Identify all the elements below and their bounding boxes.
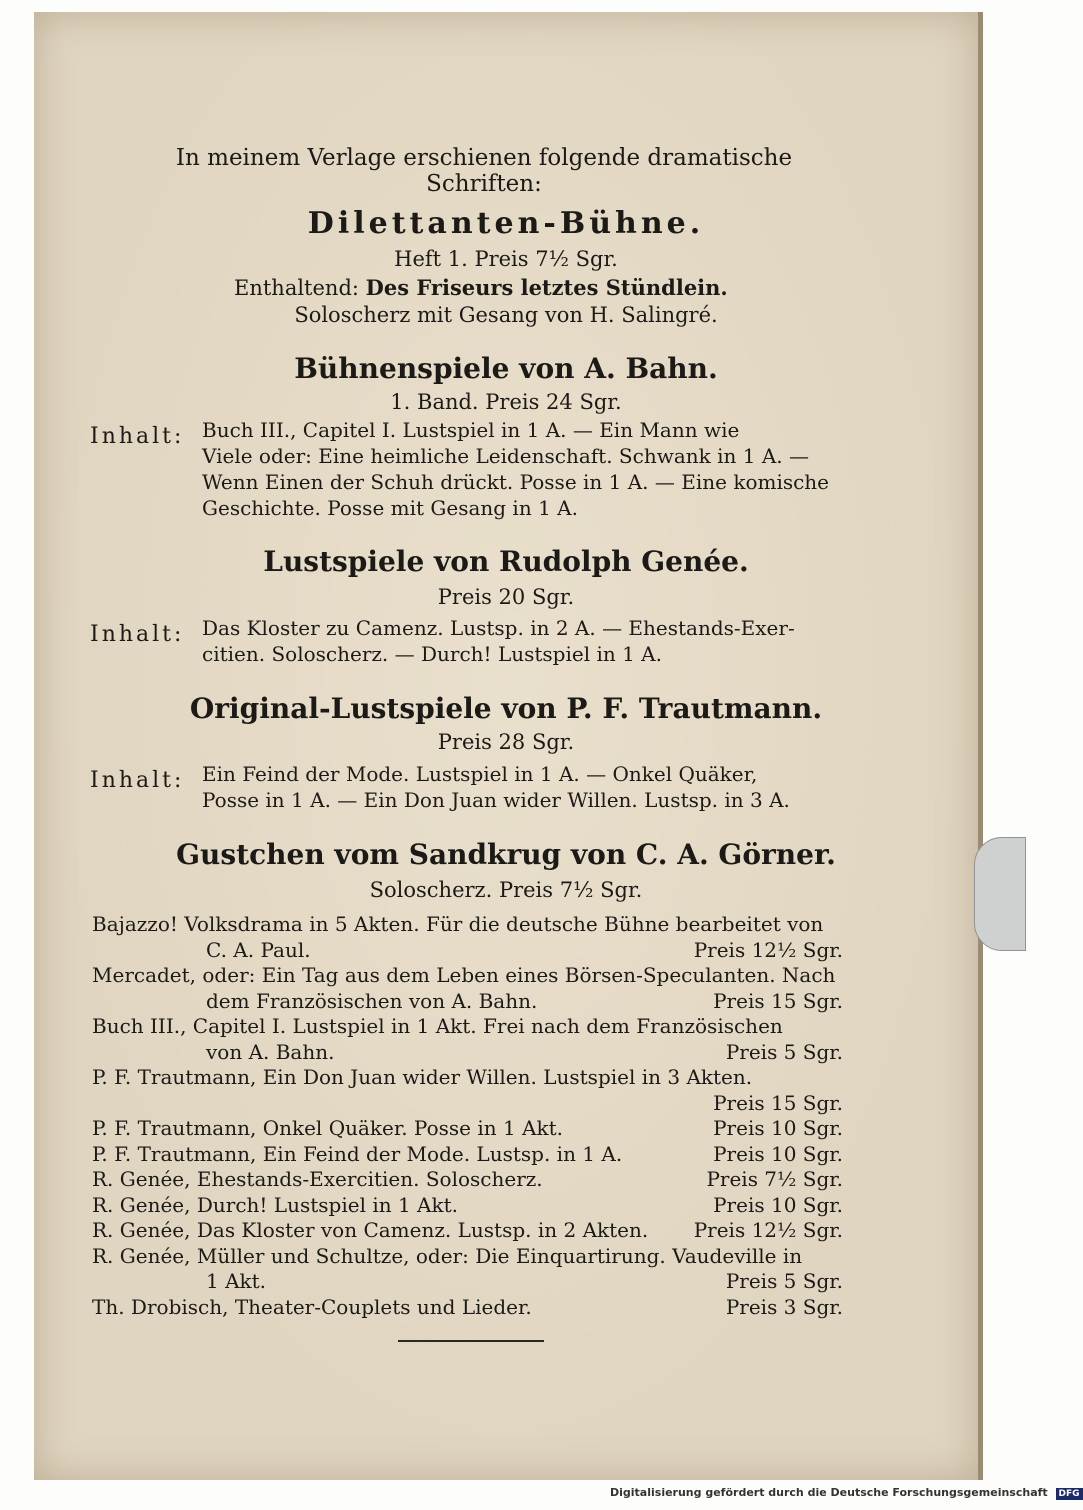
section-title-genee: Lustspiele von Rudolph Genée. [263,545,749,578]
catalog-entry-price: Preis 10 Sgr. [713,1141,843,1166]
content-line: Viele oder: Eine heimliche Leidenschaft. Schwank in 1 A. — [202,444,809,468]
section-price: Preis 20 Sgr. [437,585,575,609]
closing-rule [398,1340,544,1342]
intro-text: In meinem Verlage erschienen folgende dramatische Schriften: [175,145,793,197]
content-line: Posse in 1 A. — Ein Don Juan wider Willen. Lustsp. in 3 A. [202,788,790,812]
section-title-trautmann: Original-Lustspiele von P. F. Trautmann. [189,692,823,725]
content-line: Ein Feind der Mode. Lustspiel in 1 A. — Onkel Quäker, [202,762,758,786]
inhalt-label: Inhalt: [90,768,185,793]
catalog-entry-price: Preis 15 Sgr. [713,988,843,1013]
content-line: Wenn Einen der Schuh drückt. Posse in 1 A. — Eine komische [202,470,830,494]
catalog-entry-text: Th. Drobisch, Theater-Couplets und Lieder. [92,1294,532,1319]
section-price: Heft 1. Preis 7½ Sgr. [394,247,618,271]
catalog-entry-text: dem Französischen von A. Bahn. [206,988,538,1013]
inhalt-label: Inhalt: [90,424,185,449]
footer-text: Digitalisierung gefördert durch die Deutsche Forschungsgemeinschaft [610,1486,1048,1499]
catalog-entry-text: C. A. Paul. [206,937,311,962]
catalog-entry-price: Preis 10 Sgr. [713,1192,843,1217]
catalog-entry-price: Preis 12½ Sgr. [693,1218,843,1242]
page-clip [974,837,1026,951]
catalog-entry-price: Preis 10 Sgr. [713,1116,843,1140]
catalog-entry-text: R. Genée, Das Kloster von Camenz. Lustsp. in 2 Akten. [92,1218,649,1242]
catalog-entry-price: Preis 7½ Sgr. [706,1167,843,1191]
catalog-entry-price: Preis 5 Sgr. [725,1269,843,1293]
catalog-entry-text: Mercadet, oder: Ein Tag aus dem Leben eines Börsen-Speculanten. Nach [92,963,836,987]
section-price: 1. Band. Preis 24 Sgr. [390,390,622,414]
content-line: citien. Soloscherz. — Durch! Lustspiel in 1 A. [202,642,662,666]
content-line: Das Kloster zu Camenz. Lustsp. in 2 A. — Ehestands-Exer- [202,616,795,640]
inhalt-label: Inhalt: [90,622,185,647]
section-price: Soloscherz. Preis 7½ Sgr. [369,878,643,902]
content-line: Geschichte. Posse mit Gesang in 1 A. [202,496,578,520]
catalog-entry-text: P. F. Trautmann, Ein Don Juan wider Willen. Lustspiel in 3 Akten. [92,1065,753,1089]
content-label: Enthaltend: [234,276,359,300]
catalog-entry-price: Preis 15 Sgr. [713,1090,843,1115]
catalog-entry-text: Buch III., Capitel I. Lustspiel in 1 Akt. Frei nach dem Französischen [92,1014,783,1038]
catalog-entry-text: R. Genée, Müller und Schultze, oder: Die Einquartirung. Vaudeville in [92,1243,803,1268]
book-page [34,12,983,1480]
catalog-entry-text: 1 Akt. [206,1269,267,1293]
catalog-entry-text: R. Genée, Ehestands-Exercitien. Soloscherz. [92,1167,543,1191]
section-title-goerner: Gustchen vom Sandkrug von C. A. Görner. [176,838,836,871]
catalog-entry-text: R. Genée, Durch! Lustspiel in 1 Akt. [92,1192,458,1217]
content-title: Des Friseurs letztes Stündlein. [365,275,728,300]
catalog-entry-text: P. F. Trautmann, Ein Feind der Mode. Lustsp. in 1 A. [92,1141,623,1166]
dfg-logo: DFG [1056,1488,1083,1500]
footer [610,1486,1083,1500]
catalog-entry-price: Preis 5 Sgr. [725,1039,843,1064]
catalog-entry-text: P. F. Trautmann, Onkel Quäker. Posse in 1 Akt. [92,1116,564,1140]
section-price: Preis 28 Sgr. [437,730,575,754]
content-line: Buch III., Capitel I. Lustspiel in 1 A. — Ein Mann wie [202,418,740,442]
section-title-dilettanten: Dilettanten-Bühne. [307,206,705,241]
catalog-entry-price: Preis 3 Sgr. [725,1294,843,1319]
content-subtitle: Soloscherz mit Gesang von H. Salingré. [294,303,718,327]
catalog-entry-text: von A. Bahn. [206,1039,335,1064]
section-title-bahn: Bühnenspiele von A. Bahn. [294,352,718,385]
catalog-entry-price: Preis 12½ Sgr. [693,937,843,962]
catalog-entry-text: Bajazzo! Volksdrama in 5 Akten. Für die deutsche Bühne bearbeitet von [92,912,824,936]
content-line [234,275,728,300]
